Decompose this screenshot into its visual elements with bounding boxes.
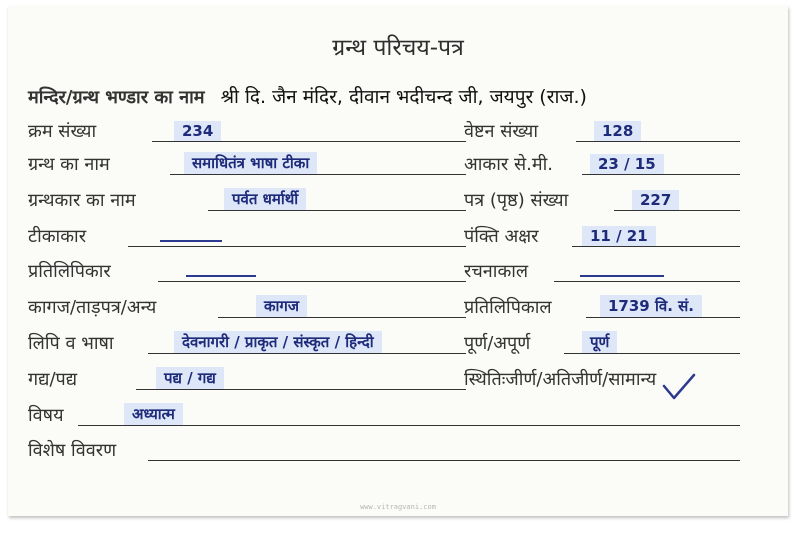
- field-patra-sankhya: [464, 188, 740, 214]
- field-label: रचनाकाल: [464, 261, 529, 282]
- field-line: [158, 281, 466, 282]
- mandir-label: मन्दिर/ग्रन्थ भण्डार का नाम: [28, 87, 205, 108]
- field-pratilipikar: [28, 259, 466, 285]
- field-label: ग्रन्थकार का नाम: [28, 190, 136, 211]
- field-label: क्रम संख्या: [28, 121, 97, 142]
- mandir-row: [28, 83, 587, 109]
- field-line: [576, 141, 740, 142]
- field-rachnakal: [464, 259, 740, 285]
- field-line: [148, 353, 466, 354]
- blank-dash: [160, 240, 222, 242]
- field-label: पंक्ति अक्षर: [464, 226, 539, 247]
- field-value: 234: [174, 121, 221, 141]
- field-value: पद्य / गद्य: [156, 367, 224, 389]
- field-value: समाधितंत्र भाषा टीका: [184, 152, 317, 174]
- field-line: [136, 389, 466, 390]
- field-value: 1739 वि. सं.: [600, 295, 702, 317]
- field-label: ग्रन्थ का नाम: [28, 154, 110, 175]
- field-label: विशेष विवरण: [28, 440, 117, 461]
- field-value: 227: [632, 190, 679, 210]
- field-label: प्रतिलिपिकाल: [464, 297, 552, 318]
- field-line: [148, 460, 740, 461]
- document-card: [8, 6, 788, 516]
- field-aakar: [464, 152, 740, 178]
- field-value: 23 / 15: [590, 154, 664, 174]
- field-pankti-akshar: [464, 224, 740, 250]
- field-line: [564, 353, 740, 354]
- field-granthkar-naam: [28, 188, 466, 214]
- field-line: [170, 174, 466, 175]
- field-value: 11 / 21: [582, 226, 656, 246]
- field-line: [586, 317, 740, 318]
- checkmark-icon: [662, 372, 696, 402]
- field-pratilipikal: [464, 295, 740, 321]
- field-line: [614, 210, 740, 211]
- blank-dash: [580, 275, 664, 277]
- field-lipi-bhasha: [28, 331, 466, 357]
- field-krama-sankhya: [28, 119, 466, 145]
- field-line: [152, 141, 466, 142]
- field-teekakar: [28, 224, 466, 250]
- field-label: कागज/ताड़पत्र/अन्य: [28, 297, 157, 318]
- field-line: [78, 425, 740, 426]
- field-sthiti: [464, 367, 740, 393]
- field-line: [128, 246, 466, 247]
- field-label: वेष्टन संख्या: [464, 121, 539, 142]
- field-label: टीकाकार: [28, 226, 87, 247]
- field-label: लिपि व भाषा: [28, 333, 114, 354]
- field-value: 128: [594, 121, 641, 141]
- field-line: [554, 281, 740, 282]
- field-label: पूर्ण/अपूर्ण: [464, 333, 531, 354]
- field-line: [582, 174, 740, 175]
- field-kagaz: [28, 295, 466, 321]
- field-line: [218, 317, 466, 318]
- blank-dash: [186, 275, 256, 277]
- watermark: www.vitragvani.com: [360, 503, 436, 511]
- field-value: पर्वत धर्मार्थी: [224, 188, 306, 210]
- field-label: प्रतिलिपिकार: [28, 261, 111, 282]
- field-value: कागज: [256, 295, 307, 317]
- mandir-value: श्री दि. जैन मंदिर, दीवान भदीचन्द जी, जयपुर (राज.): [220, 86, 587, 108]
- field-value: पूर्ण: [582, 331, 617, 353]
- field-label: विषय: [28, 405, 64, 426]
- field-veshtan-sankhya: [464, 119, 740, 145]
- field-granth-naam: [28, 152, 466, 178]
- field-value: देवनागरी / प्राकृत / संस्कृत / हिन्दी: [174, 331, 382, 353]
- field-vishay: [28, 403, 740, 429]
- field-label: स्थितिःजीर्ण/अतिजीर्ण/सामान्य: [464, 369, 657, 390]
- field-line: [208, 210, 466, 211]
- field-label: आकार से.मी.: [464, 154, 554, 175]
- field-line: [572, 246, 740, 247]
- field-vishesh-vivaran: [28, 438, 740, 464]
- field-value: अध्यात्म: [124, 403, 183, 425]
- card-title: ग्रन्थ परिचय-पत्र: [332, 35, 464, 61]
- field-purna-apurna: [464, 331, 740, 357]
- field-label: पत्र (पृष्ठ) संख्या: [464, 190, 569, 211]
- field-label: गद्य/पद्य: [28, 369, 78, 390]
- field-gadya-padya: [28, 367, 466, 393]
